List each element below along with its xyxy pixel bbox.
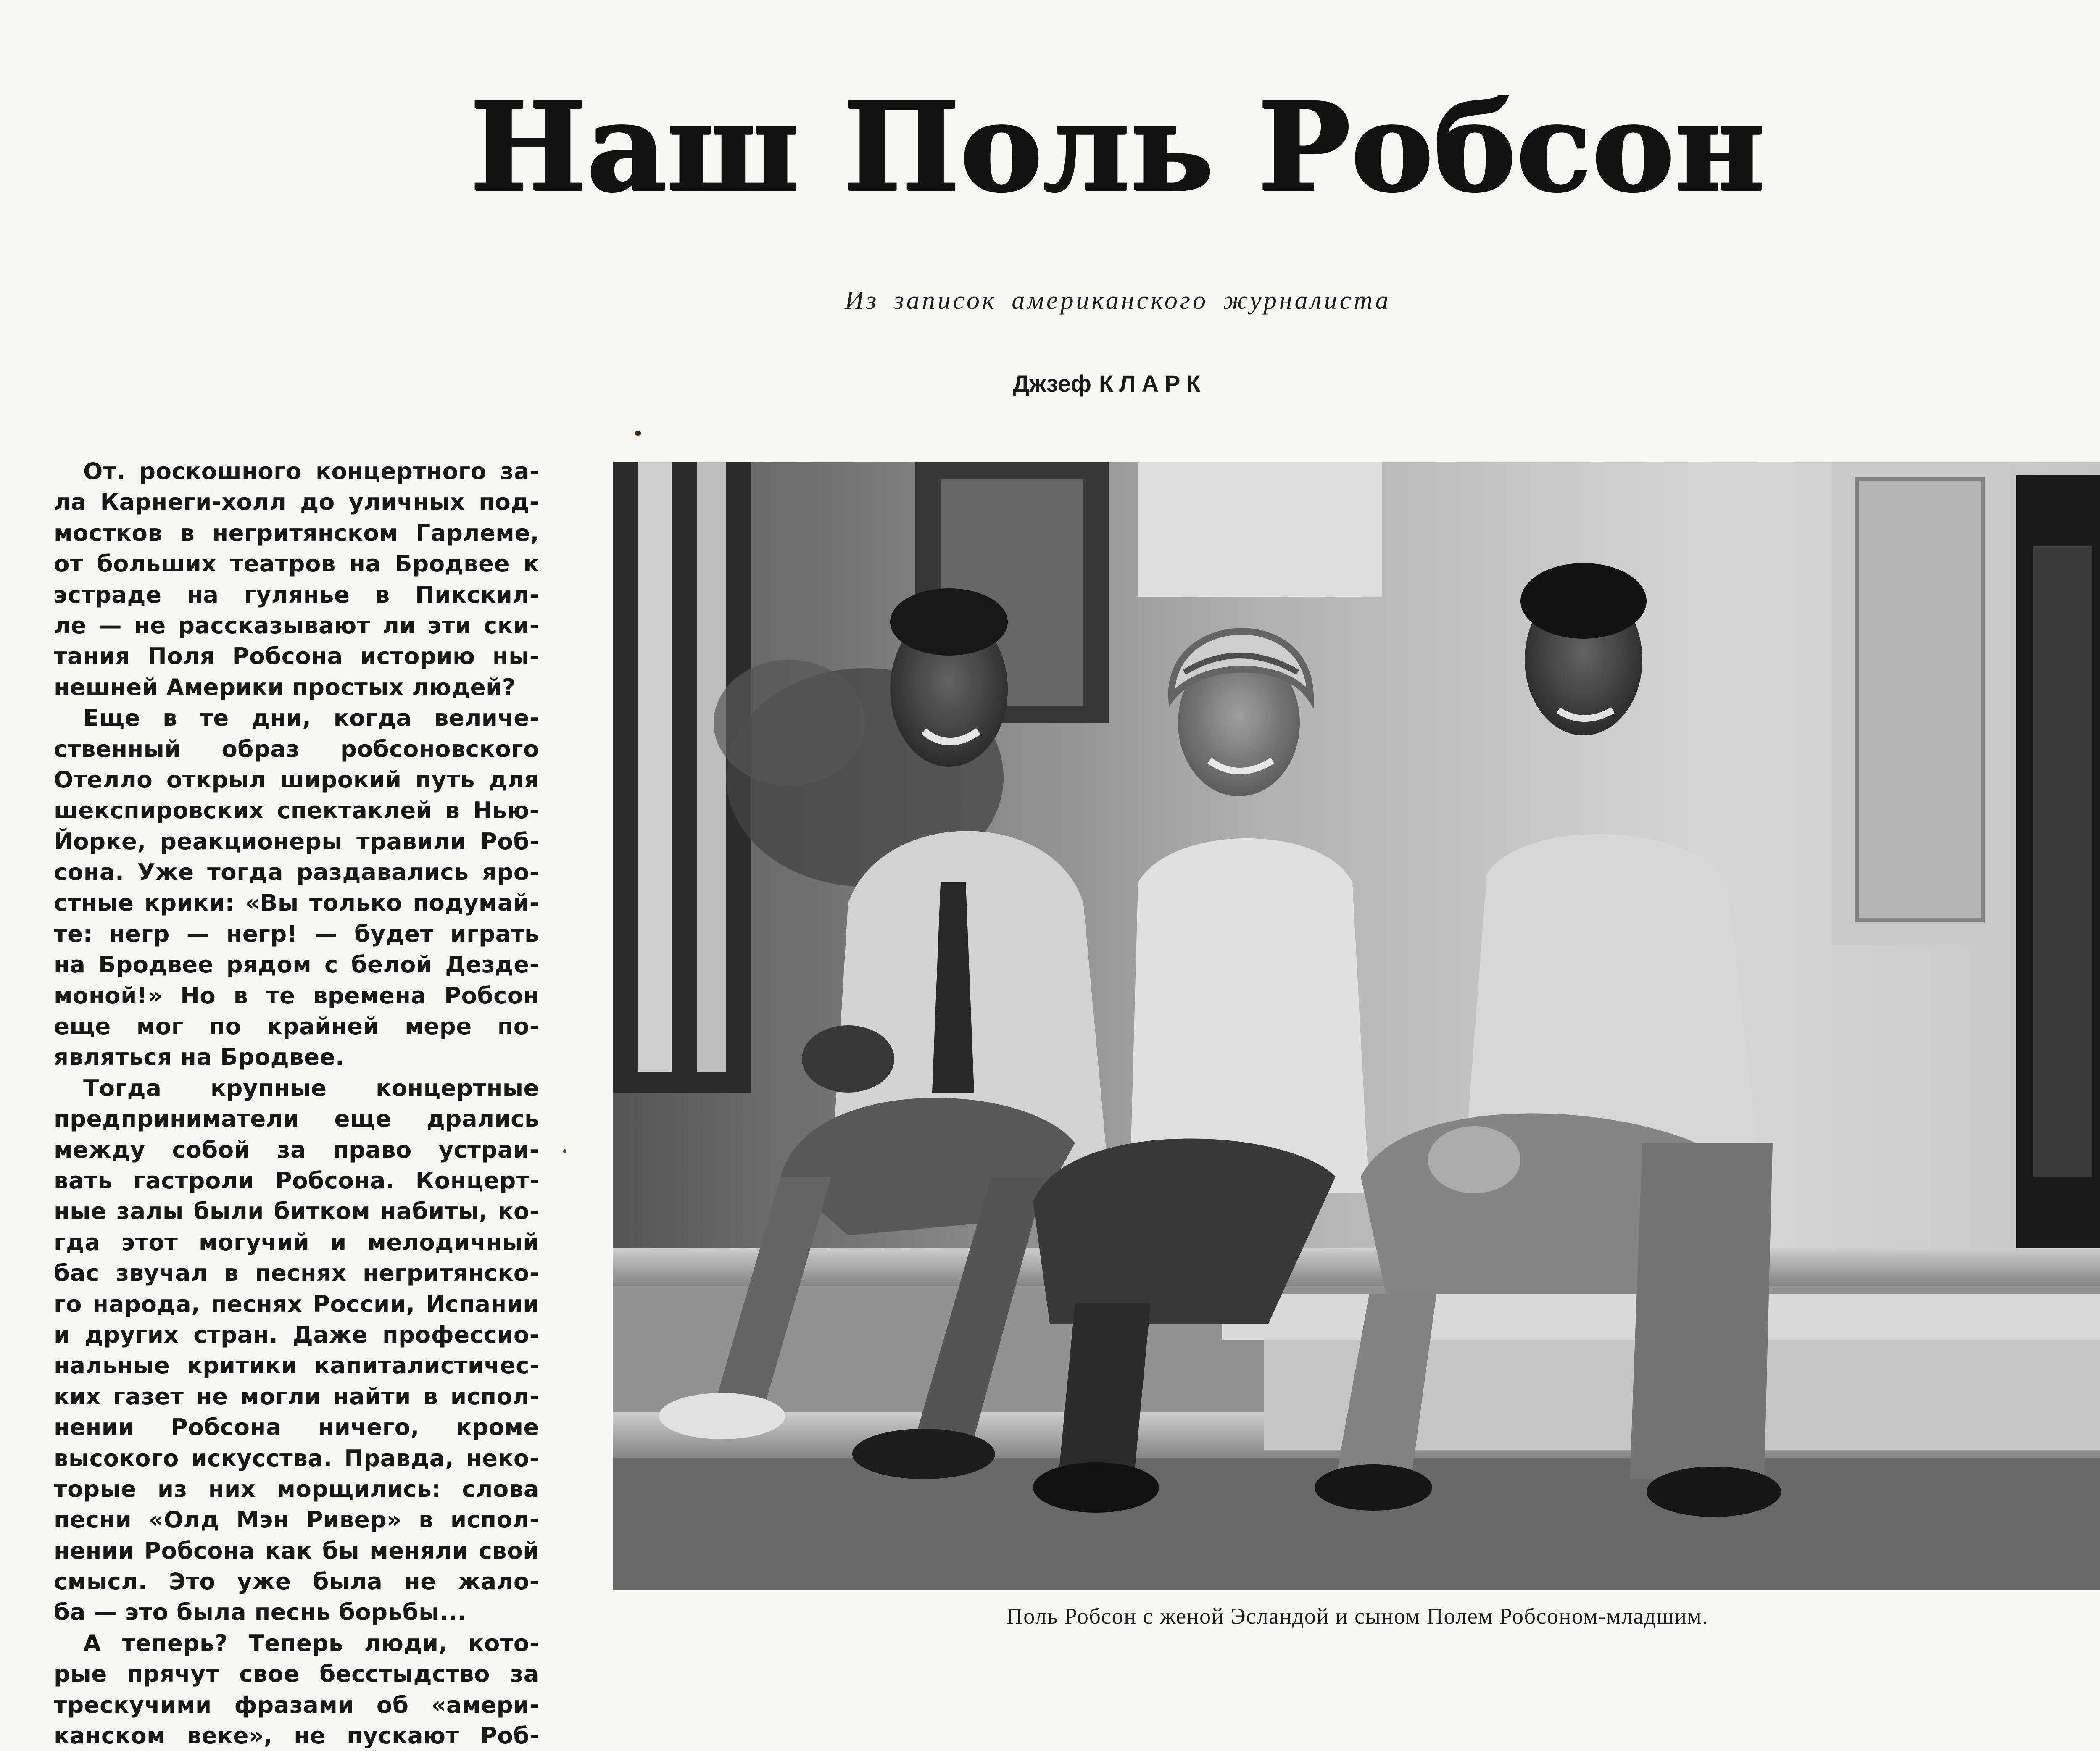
article-text-line: те: негр — негр! — будет играть — [54, 920, 539, 947]
article-text-line: нении Робсона ничего, кроме — [54, 1414, 539, 1441]
article-text-line: го народа, песнях России, Испании — [54, 1290, 539, 1317]
article-text-line: эстраде на гулянье в Пикскил- — [54, 581, 539, 608]
article-text-line: сона. Уже тогда раздавались яро- — [54, 858, 539, 886]
article-text-line: песни «Олд Мэн Ривер» в испол- — [54, 1506, 539, 1533]
article-text-line: ба — это была песнь борьбы... — [54, 1598, 466, 1626]
article-text-line: Йорке, реакционеры травили Роб- — [54, 827, 539, 855]
author-first-name: Джзеф — [1012, 370, 1092, 397]
article-text-line: и других стран. Даже профессио- — [54, 1321, 539, 1348]
article-text-line: от больших театров на Бродвее к — [54, 550, 539, 577]
family-photo — [613, 462, 2100, 1590]
article-text-line: высокого искусства. Правда, неко- — [54, 1444, 539, 1472]
paper-speck — [635, 431, 641, 436]
article-text-line: ные залы были битком набиты, ко- — [54, 1198, 539, 1225]
article-title: Наш Поль Робсон — [470, 75, 1766, 219]
article-text-line: предприниматели еще дрались — [54, 1105, 539, 1132]
article-text-line: канском веке», не пускают Роб- — [54, 1722, 539, 1749]
article-text-line: А теперь? Теперь люди, кото- — [83, 1629, 539, 1656]
article-body-column — [54, 456, 539, 1749]
article-text-line: еще мог по крайней мере по- — [54, 1013, 539, 1040]
author-byline — [899, 370, 1320, 397]
author-last-name: КЛАРК — [1099, 370, 1207, 397]
paper-speck — [563, 1149, 566, 1153]
article-text-line: стные крики: «Вы только подумай- — [54, 889, 539, 916]
article-text-line: торые из них морщились: слова — [54, 1475, 539, 1502]
article-text-line: От. роскошного концертного за- — [83, 458, 539, 484]
article-text-line: Тогда крупные концертные — [83, 1074, 539, 1101]
article-text-line: Отелло открыл широкий путь для — [54, 766, 539, 793]
article-text-line: трескучими фразами об «амери- — [54, 1691, 539, 1718]
article-text-line: на Бродвее рядом с белой Дезде- — [54, 951, 539, 978]
article-text-line: тания Поля Робсона историю ны- — [54, 642, 539, 670]
article-text-line: нении Робсона как бы меняли свой — [54, 1537, 539, 1564]
article-text-line: ле — не рассказывают ли эти ски- — [54, 611, 539, 639]
article-text-line: ких газет не могли найти в испол- — [54, 1382, 539, 1410]
family-photo-illustration — [613, 462, 2100, 1590]
article-subtitle: Из записок американского журналиста — [845, 286, 1391, 315]
article-text-line: нальные критики капиталистичес- — [54, 1352, 539, 1379]
article-text-line: смысл. Это уже была не жало- — [54, 1568, 539, 1595]
article-text-line: ственный образ робсоновского — [54, 735, 539, 762]
article-text-line: бас звучал в песнях негритянско- — [54, 1259, 539, 1287]
article-text-line: нешней Америки простых людей? — [54, 673, 516, 700]
article-text-line: шекспировских спектаклей в Нью- — [54, 797, 539, 824]
article-text-line: являться на Бродвее. — [54, 1043, 345, 1071]
article-text-line: между собой за право устраи- — [54, 1136, 539, 1163]
article-text-line: Еще в те дни, когда величе- — [83, 704, 539, 732]
article-text-line: гда этот могучий и мелодичный — [54, 1228, 539, 1256]
article-text-line: ла Карнеги-холл до уличных под- — [54, 488, 539, 516]
article-text-line: вать гастроли Робсона. Концерт- — [54, 1166, 539, 1194]
article-text-line: рые прячут свое бесстыдство за — [54, 1660, 539, 1688]
article-text-line: моной!» Но в те времена Робсон — [54, 982, 539, 1009]
article-text-line: мостков в негритянском Гарлеме, — [54, 519, 539, 546]
photo-caption: Поль Робсон с женой Эсландой и сыном Полем Робсоном-младшим. — [1006, 1604, 1709, 1629]
